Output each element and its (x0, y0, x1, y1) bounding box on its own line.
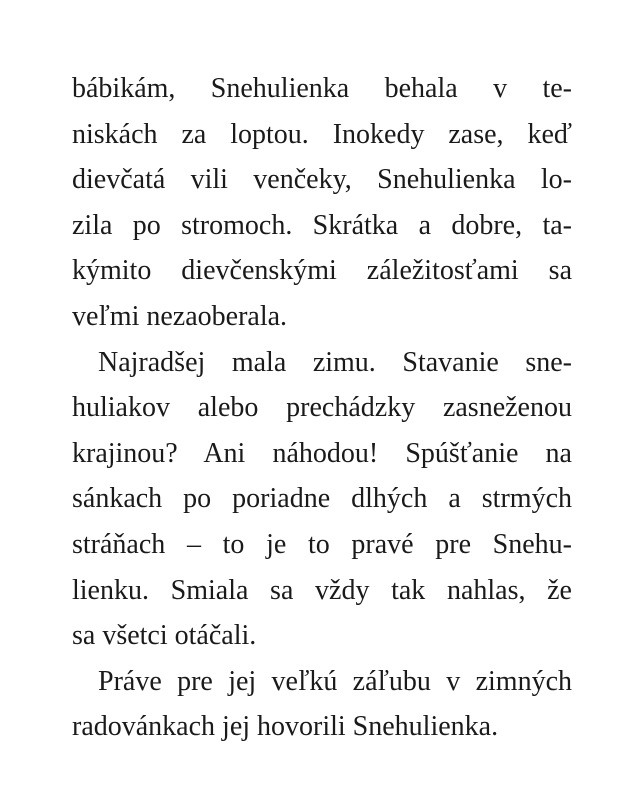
text-line: zila po stromoch. Skrátka a dobre, ta- (72, 209, 572, 241)
text-line: Najradšej mala zimu. Stavanie sne- (98, 346, 572, 378)
paragraph-3 (72, 659, 572, 750)
text-line: veľmi nezaoberala. (72, 300, 288, 332)
text-line: krajinou? Ani náhodou! Spúšťanie na (72, 437, 572, 469)
paragraph-1 (72, 66, 572, 340)
text-line: huliakov alebo prechádzky zasneženou (72, 392, 572, 424)
text-line: stráňach – to je to pravé pre Snehu- (72, 528, 572, 560)
text-line: sánkach po poriadne dlhých a strmých (72, 483, 572, 515)
text-line: niskách za loptou. Inokedy zase, keď (72, 118, 572, 150)
text-line: radovánkach jej hovorili Snehulienka. (72, 711, 499, 743)
text-line: lienku. Smiala sa vždy tak nahlas, že (72, 574, 572, 606)
text-line: bábikám, Snehulienka behala v te- (72, 73, 572, 104)
text-line: dievčatá vili venčeky, Snehulienka lo- (72, 164, 572, 196)
text-line: sa všetci otáčali. (72, 620, 257, 652)
body-text (72, 66, 572, 750)
text-line: Práve pre jej veľkú záľubu v zimných (98, 665, 572, 697)
paragraph-2 (72, 340, 572, 659)
text-line: kýmito dievčenskými záležitosťami sa (72, 255, 572, 287)
